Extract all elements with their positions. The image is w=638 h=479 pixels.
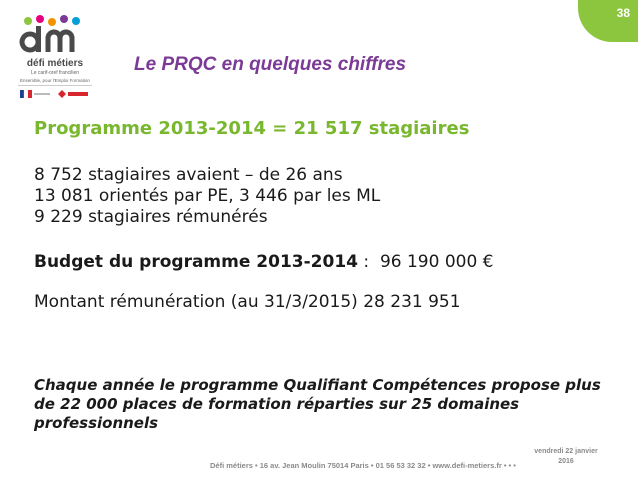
partner-logos-icon: [18, 88, 92, 100]
budget-line: [34, 252, 614, 272]
logo-motto: Ensemble, pour l'Emploi Formation: [20, 78, 90, 83]
stat-line-paid: 9 229 stagiaires rémunérés: [34, 207, 268, 227]
logo-tagline: Le carif-oref francilien: [30, 70, 80, 76]
footer-date-line1: vendredi 22 janvier: [534, 448, 598, 455]
budget-value: 96 190 000 €: [379, 252, 494, 272]
budget-separator: :: [357, 252, 380, 272]
slide-footer: [0, 445, 638, 479]
programme-headline: Programme 2013-2014 = 21 517 stagiaires: [34, 118, 470, 139]
stat-line-orientation: 13 081 orientés par PE, 3 446 par les ML: [34, 186, 381, 206]
slide-title: Le PRQC en quelques chiffres: [134, 54, 407, 75]
stats-list: [34, 165, 614, 228]
budget-label: Budget du programme 2013-2014: [34, 252, 358, 272]
stat-line-young: 8 752 stagiaires avaient – de 26 ans: [34, 165, 343, 185]
slide-content: [34, 118, 614, 312]
remuneration-line: Montant rémunération (au 31/3/2015) 28 231 951: [34, 292, 461, 312]
defi-metiers-logo: [14, 14, 96, 104]
footer-contact: Défi métiers • 16 av. Jean Moulin 75014 Paris • 01 56 53 32 32 • www.defi-metiers.fr • • •: [210, 461, 516, 470]
dm-logo-mark-icon: [14, 14, 96, 58]
page-number: 38: [616, 6, 630, 20]
logo-name: défi métiers: [26, 58, 84, 69]
programme-note: Chaque année le programme Qualifiant Compétences propose plus de 22 000 places de formation réparties sur 25 domaines professionnels: [34, 376, 601, 432]
footer-date-line2: 2016: [558, 458, 574, 465]
footer-date: [526, 447, 606, 467]
logo-divider: [18, 85, 92, 86]
page-number-badge: [578, 0, 638, 42]
